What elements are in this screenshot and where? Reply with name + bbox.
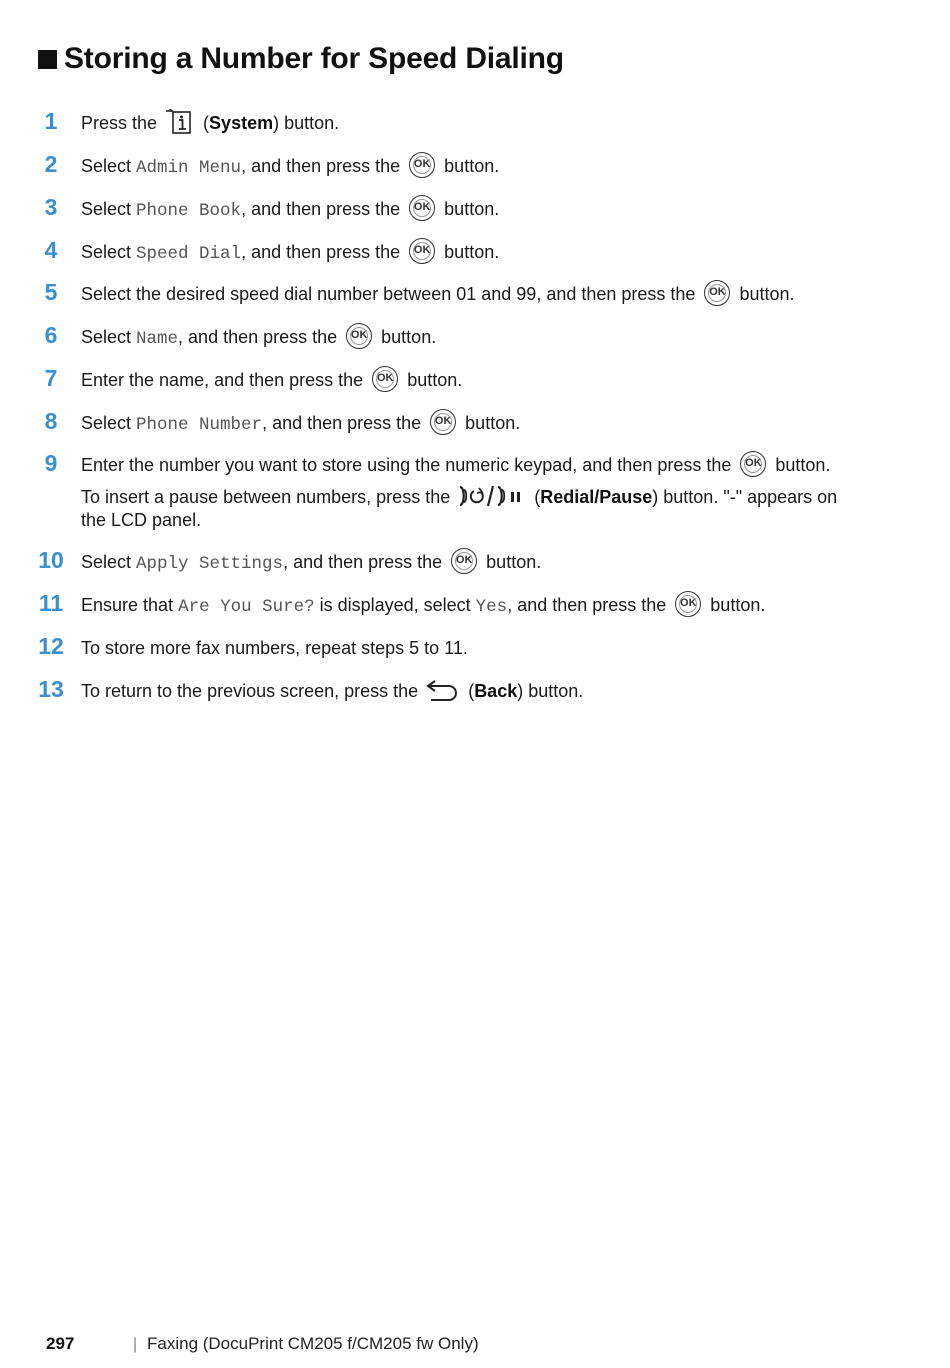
step-text-part: Press the [81,113,163,133]
ok-button-icon: OK [675,591,701,617]
menu-item-code: Name [136,329,179,349]
step-text-part: Enter the number you want to store using the numeric keypad, and then press the [81,455,737,475]
step-text-part: ) button. [517,681,584,701]
step-text-part: To return to the previous screen, press the [81,681,424,701]
step-text-part: button. [770,455,831,475]
step-text-part: button. [481,552,542,572]
step-text-part: button. [705,595,766,615]
step-text [81,283,910,306]
step-text-part: button. [439,199,500,219]
step-text: Press the (System) button. [81,112,910,135]
back-label: Back [474,681,518,701]
step-text-part: button. [439,156,500,176]
section-title [38,42,564,76]
step-text-part: Select the desired speed dial number between 01 and 99, and then press the [81,284,701,304]
step-text-part: Enter the name, and then press the [81,370,369,390]
step-text-part: , and then press the [241,156,406,176]
step-number: 8 [44,408,58,434]
step-number: 1 [44,108,58,134]
ok-button-icon: OK [430,409,456,435]
step-text [81,412,910,437]
step-number: 9 [44,450,58,476]
redial-pause-icon [457,483,525,509]
note-text-part: ) button. "-" appears on [652,487,838,507]
ok-button-icon: OK [704,280,730,306]
step-number: 6 [44,322,58,348]
note-text-part: To insert a pause between numbers, press the [81,487,456,507]
ok-button-icon: OK [346,323,372,349]
chapter-title: Faxing (DocuPrint CM205 f/CM205 fw Only) [147,1334,479,1353]
step-text [81,155,910,180]
step-text: To return to the previous screen, press the (Back) button. [81,680,910,703]
step-text [81,551,910,576]
step-text-part: ) button. [273,113,340,133]
step-text [81,594,910,619]
step-text [81,326,910,351]
ok-button-icon: OK [740,451,766,477]
step-text-part: , and then press the [241,242,406,262]
system-info-icon [164,109,194,135]
step-text [81,454,910,477]
step-text [81,198,910,223]
step-number: 4 [44,237,58,263]
step-text: To store more fax numbers, repeat steps 5 to 11. [81,638,468,658]
step-number: 5 [44,279,58,305]
step-text-part: Ensure that [81,595,179,615]
step-number: 2 [44,151,58,177]
step-number: 13 [38,676,64,702]
step-number: 3 [44,194,58,220]
step-text-part: Select [81,413,137,433]
back-arrow-icon [425,678,459,702]
step-text-part: , and then press the [241,199,406,219]
menu-item-code: Are You Sure? [178,597,315,617]
step-number: 11 [38,590,64,616]
ok-button-icon: OK [409,152,435,178]
step-number: 10 [38,547,64,573]
step-text-part: , and then press the [262,413,427,433]
step-text-part: button. [460,413,521,433]
step-9-note: To insert a pause between numbers, press the (Redial/Pause) button. "-" appears on the LCD panel. [81,486,910,532]
step-text-part: is displayed, select [314,595,476,615]
menu-item-code: Phone Book [136,201,242,221]
ok-button-icon: OK [372,366,398,392]
step-text-part: Select [81,242,137,262]
step-text-part: , and then press the [507,595,672,615]
menu-item-code: Yes [475,597,508,617]
step-text [81,369,910,392]
square-bullet-icon [38,50,57,69]
step-text-part: Select [81,552,137,572]
step-text-part: , and then press the [178,327,343,347]
footer-separator: | [133,1336,138,1353]
step-text-part: button. [376,327,437,347]
step-text-part: button. [439,242,500,262]
menu-item-code: Apply Settings [136,554,284,574]
step-text-part: button. [402,370,463,390]
step-text [81,241,910,266]
ok-button-icon: OK [409,238,435,264]
step-text-part: Select [81,199,137,219]
system-label: System [209,113,274,133]
note-text-part: the LCD panel. [81,510,202,531]
step-text-part: Select [81,327,137,347]
ok-button-icon: OK [451,548,477,574]
step-text-part: button. [734,284,795,304]
menu-item-code: Speed Dial [136,244,242,264]
menu-item-code: Admin Menu [136,158,242,178]
step-number: 12 [38,633,64,659]
step-number: 7 [44,365,58,391]
ok-button-icon: OK [409,195,435,221]
page-number: 297 [46,1334,75,1353]
menu-item-code: Phone Number [136,415,263,435]
step-text-part: Select [81,156,137,176]
step-text-part: , and then press the [283,552,448,572]
section-title-text: Storing a Number for Speed Dialing [64,42,564,75]
redial-pause-label: Redial/Pause [540,487,653,507]
